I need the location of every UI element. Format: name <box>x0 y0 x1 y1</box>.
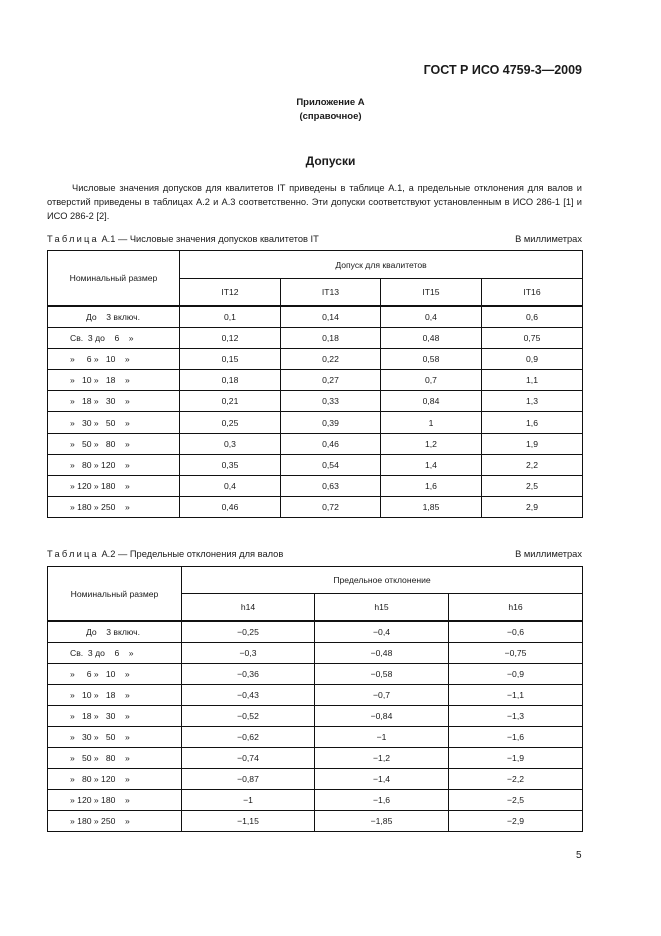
value-cell: 1 <box>381 412 482 433</box>
value-cell: −1,9 <box>449 747 583 768</box>
nominal-size-cell: » 180 » 250 » <box>48 497 180 518</box>
table-a2-col-header: h16 <box>449 594 583 622</box>
annex-title: Приложение А <box>296 97 365 108</box>
nominal-size-cell: До 3 включ. <box>48 306 180 327</box>
value-cell: 0,9 <box>482 348 583 369</box>
nominal-size-cell: » 18 » 30 » <box>48 705 182 726</box>
value-cell: 0,18 <box>281 327 381 348</box>
value-cell: 0,27 <box>281 370 381 391</box>
nominal-size-cell: » 180 » 250 » <box>48 810 182 831</box>
value-cell: 0,48 <box>381 327 482 348</box>
nominal-size-cell: » 80 » 120 » <box>48 768 182 789</box>
value-cell: 0,4 <box>381 306 482 327</box>
nominal-size-cell: » 50 » 80 » <box>48 747 182 768</box>
value-cell: 0,63 <box>281 476 381 497</box>
document-code: ГОСТ Р ИСО 4759-3—2009 <box>423 63 582 77</box>
nominal-size-cell: » 6 » 10 » <box>48 348 180 369</box>
value-cell: 0,54 <box>281 454 381 475</box>
value-cell: 0,33 <box>281 391 381 412</box>
value-cell: 1,1 <box>482 370 583 391</box>
table-a2-caption-prefix: Таблица <box>47 549 99 559</box>
nominal-size-cell: » 10 » 18 » <box>48 684 182 705</box>
table-row <box>48 810 583 831</box>
table-row <box>48 497 583 518</box>
annex-heading <box>0 96 661 124</box>
table-row <box>48 370 583 391</box>
value-cell: 0,25 <box>180 412 281 433</box>
table-a1-caption <box>47 234 582 244</box>
value-cell: −0,62 <box>182 726 315 747</box>
table-row <box>48 621 583 642</box>
table-a1 <box>47 250 583 518</box>
value-cell: 0,6 <box>482 306 583 327</box>
table-a2-caption <box>47 549 582 559</box>
value-cell: −2,5 <box>449 789 583 810</box>
section-title: Допуски <box>305 154 356 168</box>
value-cell: 1,3 <box>482 391 583 412</box>
value-cell: 1,2 <box>381 433 482 454</box>
table-row <box>48 391 583 412</box>
table-a1-caption-text: А.1 — Числовые значения допусков квалитетов IT <box>98 234 319 244</box>
value-cell: −1,2 <box>315 747 449 768</box>
table-row <box>48 747 583 768</box>
table-a1-col-header: IT13 <box>281 279 381 307</box>
nominal-size-cell: » 120 » 180 » <box>48 476 180 497</box>
value-cell: −1 <box>315 726 449 747</box>
value-cell: 0,12 <box>180 327 281 348</box>
annex-subtitle: (справочное) <box>299 111 362 122</box>
value-cell: −2,9 <box>449 810 583 831</box>
value-cell: 1,9 <box>482 433 583 454</box>
table-a1-col-header: IT15 <box>381 279 482 307</box>
value-cell: 0,75 <box>482 327 583 348</box>
value-cell: 0,1 <box>180 306 281 327</box>
nominal-size-cell: » 30 » 50 » <box>48 726 182 747</box>
nominal-size-cell: » 80 » 120 » <box>48 454 180 475</box>
nominal-size-cell: До 3 включ. <box>48 621 182 642</box>
nominal-size-cell: » 30 » 50 » <box>48 412 180 433</box>
table-row <box>48 348 583 369</box>
value-cell: 0,84 <box>381 391 482 412</box>
table-row <box>48 663 583 684</box>
nominal-size-cell: » 18 » 30 » <box>48 391 180 412</box>
value-cell: −0,75 <box>449 642 583 663</box>
value-cell: 1,6 <box>381 476 482 497</box>
table-row <box>48 705 583 726</box>
table-row <box>48 476 583 497</box>
value-cell: −0,25 <box>182 621 315 642</box>
value-cell: 1,85 <box>381 497 482 518</box>
table-a2-col-header: h14 <box>182 594 315 622</box>
nominal-size-cell: » 6 » 10 » <box>48 663 182 684</box>
table-row <box>48 684 583 705</box>
value-cell: 0,22 <box>281 348 381 369</box>
value-cell: 0,7 <box>381 370 482 391</box>
nominal-size-cell: Св. 3 до 6 » <box>48 327 180 348</box>
value-cell: 1,6 <box>482 412 583 433</box>
value-cell: 0,39 <box>281 412 381 433</box>
value-cell: 0,35 <box>180 454 281 475</box>
value-cell: 2,2 <box>482 454 583 475</box>
value-cell: −0,48 <box>315 642 449 663</box>
nominal-size-cell: Св. 3 до 6 » <box>48 642 182 663</box>
value-cell: −0,6 <box>449 621 583 642</box>
value-cell: −0,4 <box>315 621 449 642</box>
value-cell: −1,15 <box>182 810 315 831</box>
value-cell: 0,58 <box>381 348 482 369</box>
value-cell: 0,72 <box>281 497 381 518</box>
value-cell: −1,6 <box>449 726 583 747</box>
intro-paragraph <box>47 181 582 223</box>
table-row <box>48 327 583 348</box>
table-a1-caption-prefix: Таблица <box>47 234 99 244</box>
table-row <box>48 412 583 433</box>
value-cell: −0,7 <box>315 684 449 705</box>
value-cell: 2,5 <box>482 476 583 497</box>
value-cell: −1,1 <box>449 684 583 705</box>
value-cell: −1 <box>182 789 315 810</box>
table-row <box>48 726 583 747</box>
nominal-size-cell: » 10 » 18 » <box>48 370 180 391</box>
value-cell: 2,9 <box>482 497 583 518</box>
table-a1-col-header: IT16 <box>482 279 583 307</box>
value-cell: −1,3 <box>449 705 583 726</box>
table-row <box>48 433 583 454</box>
value-cell: 0,21 <box>180 391 281 412</box>
value-cell: 0,4 <box>180 476 281 497</box>
value-cell: −0,43 <box>182 684 315 705</box>
nominal-size-cell: » 120 » 180 » <box>48 789 182 810</box>
value-cell: 0,46 <box>281 433 381 454</box>
value-cell: −0,74 <box>182 747 315 768</box>
table-a2-col-header: h15 <box>315 594 449 622</box>
value-cell: −0,58 <box>315 663 449 684</box>
value-cell: 0,18 <box>180 370 281 391</box>
value-cell: 1,4 <box>381 454 482 475</box>
intro-paragraph-text: Числовые значения допусков для квалитетов IT приведены в таблице А.1, а предельные отклонения для валов и отверстий приведены в таблицах А.2 и А.3 соответственно. Эти допуски соответствуют установленным в ИСО 286-1 [1] и ИСО 286-2 [2]. <box>47 183 582 221</box>
value-cell: 0,15 <box>180 348 281 369</box>
value-cell: 0,14 <box>281 306 381 327</box>
page-number: 5 <box>576 850 582 861</box>
table-a1-group-header: Допуск для квалитетов <box>180 251 583 279</box>
value-cell: −0,52 <box>182 705 315 726</box>
table-a1-units: В миллиметрах <box>515 234 582 244</box>
value-cell: −0,9 <box>449 663 583 684</box>
nominal-size-cell: » 50 » 80 » <box>48 433 180 454</box>
value-cell: −1,85 <box>315 810 449 831</box>
value-cell: −0,87 <box>182 768 315 789</box>
table-a1-nominal-header: Номинальный размер <box>48 251 180 307</box>
value-cell: −1,4 <box>315 768 449 789</box>
table-a2 <box>47 566 583 832</box>
table-row <box>48 306 583 327</box>
value-cell: 0,46 <box>180 497 281 518</box>
value-cell: −0,3 <box>182 642 315 663</box>
table-a2-nominal-header: Номинальный размер <box>48 567 182 622</box>
value-cell: −0,84 <box>315 705 449 726</box>
value-cell: −2,2 <box>449 768 583 789</box>
value-cell: −0,36 <box>182 663 315 684</box>
table-a1-col-header: IT12 <box>180 279 281 307</box>
table-a2-caption-text: А.2 — Предельные отклонения для валов <box>98 549 284 559</box>
value-cell: −1,6 <box>315 789 449 810</box>
table-a2-group-header: Предельное отклонение <box>182 567 583 594</box>
table-row <box>48 454 583 475</box>
table-row <box>48 642 583 663</box>
value-cell: 0,3 <box>180 433 281 454</box>
table-a2-units: В миллиметрах <box>515 549 582 559</box>
table-row <box>48 768 583 789</box>
table-row <box>48 789 583 810</box>
